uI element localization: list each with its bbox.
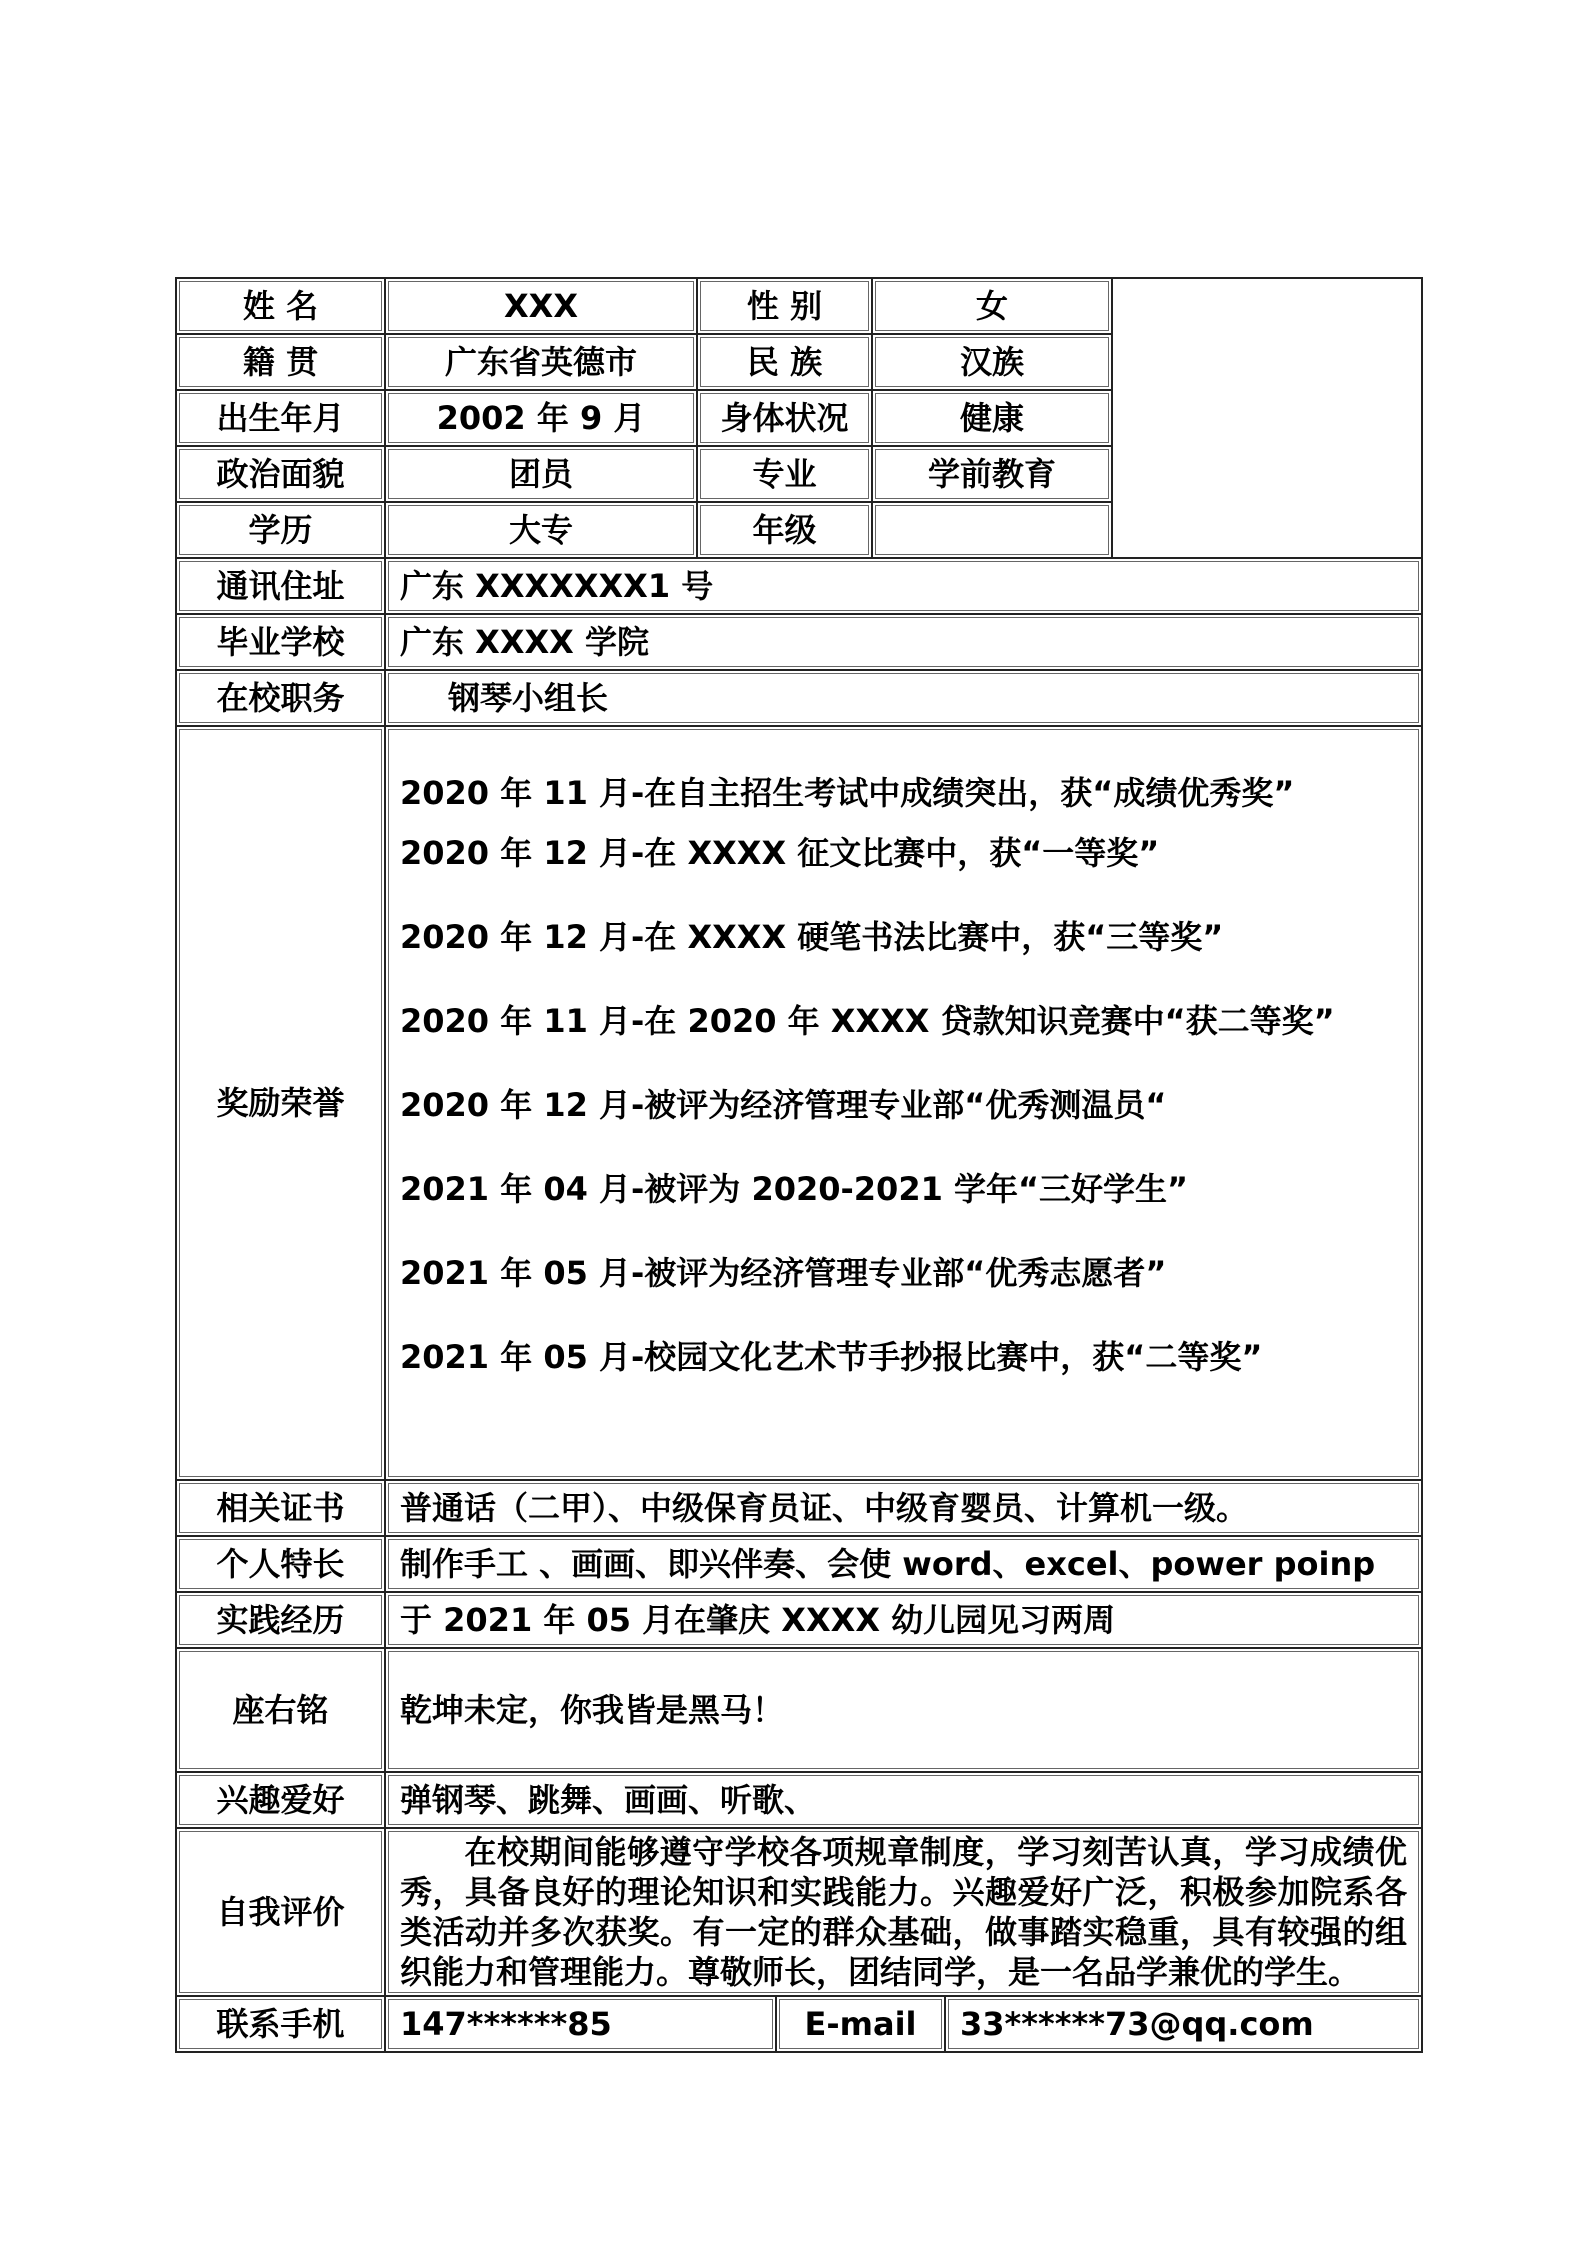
- health-value: 健康: [872, 390, 1112, 446]
- certs-value: 普通话（二甲）、中级保育员证、中级育婴员、计算机一级。: [385, 1480, 1422, 1536]
- ethnic-value: 汉族: [872, 334, 1112, 390]
- education-value: 大专: [385, 502, 697, 558]
- certs-label: 相关证书: [176, 1480, 385, 1536]
- name-value: XXX: [385, 278, 697, 334]
- self-eval-cell: [385, 1828, 1422, 1996]
- award-item: 2021 年 05 月-被评为经济管理专业部“优秀志愿者”: [400, 1254, 1167, 1292]
- award-item: 2020 年 12 月-在 XXXX 硬笔书法比赛中，获“三等奖”: [400, 918, 1224, 956]
- resume-table: [175, 277, 1423, 2053]
- photo-box: [1112, 278, 1422, 558]
- address-value: 广东 XXXXXXX1 号: [385, 558, 1422, 614]
- awards-label: 奖励荣誉: [176, 726, 385, 1480]
- row-position: [176, 670, 1422, 726]
- email-value: 33******73@qq.com: [945, 1996, 1422, 2052]
- motto-label: 座右铭: [176, 1648, 385, 1772]
- grade-value: [872, 502, 1112, 558]
- row-school: [176, 614, 1422, 670]
- native-value: 广东省英德市: [385, 334, 697, 390]
- phone-value: 147******85: [385, 1996, 776, 2052]
- birth-label: 出生年月: [176, 390, 385, 446]
- row-address: [176, 558, 1422, 614]
- position-label: 在校职务: [176, 670, 385, 726]
- school-value: 广东 XXXX 学院: [385, 614, 1422, 670]
- political-value: 团员: [385, 446, 697, 502]
- row-skills: [176, 1536, 1422, 1592]
- major-label: 专业: [697, 446, 872, 502]
- phone-label: 联系手机: [176, 1996, 385, 2052]
- row-motto: [176, 1648, 1422, 1772]
- practice-label: 实践经历: [176, 1592, 385, 1648]
- awards-list: [385, 726, 1422, 1480]
- grade-label: 年级: [697, 502, 872, 558]
- gender-label: 性 别: [697, 278, 872, 334]
- ethnic-label: 民 族: [697, 334, 872, 390]
- school-label: 毕业学校: [176, 614, 385, 670]
- gender-value: 女: [872, 278, 1112, 334]
- skills-value: 制作手工 、画画、即兴伴奏、会使 word、excel、power poinp: [385, 1536, 1422, 1592]
- hobbies-value: 弹钢琴、跳舞、画画、听歌、: [385, 1772, 1422, 1828]
- row-name: [176, 278, 1422, 334]
- motto-value: 乾坤未定，你我皆是黑马！: [385, 1648, 1422, 1772]
- award-item: 2020 年 11 月-在自主招生考试中成绩突出，获“成绩优秀奖”: [400, 774, 1295, 812]
- award-item: 2020 年 11 月-在 2020 年 XXXX 贷款知识竞赛中“获二等奖”: [400, 1002, 1335, 1040]
- self-eval-label: 自我评价: [176, 1828, 385, 1996]
- name-label: 姓 名: [176, 278, 385, 334]
- hobbies-label: 兴趣爱好: [176, 1772, 385, 1828]
- row-hobbies: [176, 1772, 1422, 1828]
- row-awards: [176, 726, 1422, 1480]
- education-label: 学历: [176, 502, 385, 558]
- award-item: 2021 年 05 月-校园文化艺术节手抄报比赛中，获“二等奖”: [400, 1338, 1263, 1376]
- self-eval-text: 在校期间能够遵守学校各项规章制度，学习刻苦认真，学习成绩优秀，具备良好的理论知识和实践能力。兴趣爱好广泛，积极参加院系各类活动并多次获奖。有一定的群众基础，做事踏实稳重，具有较强的组织能力和管理能力。尊敬师长，团结同学，是一名品学兼优的学生。: [400, 1833, 1408, 1991]
- email-label: E-mail: [776, 1996, 945, 2052]
- health-label: 身体状况: [697, 390, 872, 446]
- address-label: 通讯住址: [176, 558, 385, 614]
- practice-value: 于 2021 年 05 月在肇庆 XXXX 幼儿园见习两周: [385, 1592, 1422, 1648]
- award-item: 2020 年 12 月-在 XXXX 征文比赛中，获“一等奖”: [400, 834, 1160, 872]
- native-label: 籍 贯: [176, 334, 385, 390]
- birth-value: 2002 年 9 月: [385, 390, 697, 446]
- award-item: 2021 年 04 月-被评为 2020-2021 学年“三好学生”: [400, 1170, 1189, 1208]
- row-certs: [176, 1480, 1422, 1536]
- skills-label: 个人特长: [176, 1536, 385, 1592]
- political-label: 政治面貌: [176, 446, 385, 502]
- row-self-eval: [176, 1828, 1422, 1996]
- row-contact: [176, 1996, 1422, 2052]
- position-value: 钢琴小组长: [385, 670, 1422, 726]
- award-item: 2020 年 12 月-被评为经济管理专业部“优秀测温员“: [400, 1086, 1167, 1124]
- row-practice: [176, 1592, 1422, 1648]
- major-value: 学前教育: [872, 446, 1112, 502]
